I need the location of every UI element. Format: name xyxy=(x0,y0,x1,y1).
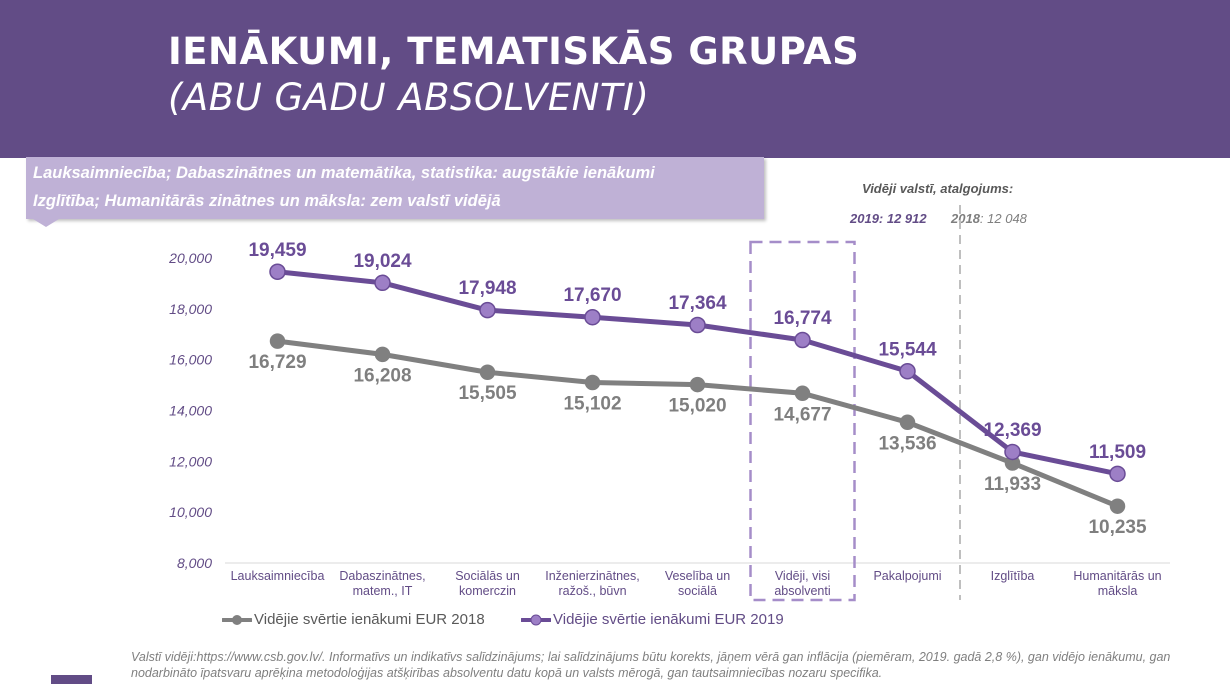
data-label-2018: 16,729 xyxy=(248,352,307,374)
data-label-2018: 11,933 xyxy=(983,474,1042,496)
x-category-label: Vidēji, visi xyxy=(774,569,831,583)
data-label-2018: 14,677 xyxy=(773,404,832,426)
x-category-label: absolventi xyxy=(774,584,831,598)
y-tick-label: 12,000 xyxy=(169,453,212,470)
legend-label-2019: Vidējie svērtie ienākumi EUR 2019 xyxy=(553,611,784,628)
x-category-label: Lauksaimniecība xyxy=(230,569,325,583)
x-category-label: Dabaszinātnes, xyxy=(339,569,426,583)
data-point-2019 xyxy=(690,317,705,332)
x-category-label: Inženierzinātnes, xyxy=(545,569,640,583)
legend-label-2018: Vidējie svērtie ienākumi EUR 2018 xyxy=(254,611,485,628)
data-label-2019: 19,024 xyxy=(353,250,412,272)
y-tick-label: 8,000 xyxy=(176,555,212,571)
callout-line-highest: Lauksaimniecība; Dabaszinātnes un matemātika, statistika: augstākie ienākumi xyxy=(33,164,655,182)
data-point-2018 xyxy=(481,365,495,379)
data-point-2018 xyxy=(376,347,390,361)
data-point-2019 xyxy=(270,264,285,279)
x-category-label: komerczin xyxy=(459,584,516,598)
legend-entry-2019 xyxy=(521,611,784,628)
data-point-2018 xyxy=(796,386,810,400)
data-label-2018: 15,102 xyxy=(563,393,622,415)
x-category-label: matem., IT xyxy=(352,584,413,598)
data-point-2019 xyxy=(1005,444,1020,459)
data-point-2019 xyxy=(375,275,390,290)
page-title: IENĀKUMI, TEMATISKĀS GRUPAS xyxy=(168,30,860,73)
data-point-2018 xyxy=(1111,499,1125,513)
x-category-label: Pakalpojumi xyxy=(873,569,942,583)
data-point-2019 xyxy=(585,310,600,325)
x-category-label: māksla xyxy=(1097,584,1138,598)
x-category-label: sociālā xyxy=(678,584,717,598)
data-label-2019: 16,774 xyxy=(773,307,832,329)
y-tick-label: 16,000 xyxy=(169,351,212,368)
page-subtitle: (ABU GADU ABSOLVENTI) xyxy=(168,76,650,119)
data-label-2019: 19,459 xyxy=(248,239,307,261)
x-category-label: Humanitārās un xyxy=(1073,569,1162,583)
country-average-2018-value: : 12 048 xyxy=(979,211,1027,226)
data-label-2019: 11,509 xyxy=(1088,441,1147,463)
data-label-2019: 15,544 xyxy=(878,339,937,361)
country-average-2018-year: 2018 xyxy=(951,211,980,226)
data-label-2019: 17,364 xyxy=(668,292,727,314)
footer-accent-bar xyxy=(51,675,92,684)
callout-line-below-average: Izglītība; Humanitārās zinātnes un māksla: zem valstī vidējā xyxy=(33,192,501,210)
data-label-2019: 17,670 xyxy=(563,285,622,307)
data-label-2018: 13,536 xyxy=(878,433,937,455)
data-label-2018: 16,208 xyxy=(353,365,412,387)
legend-marker-2018 xyxy=(222,614,252,626)
data-label-2018: 15,505 xyxy=(458,383,517,405)
data-label-2018: 10,235 xyxy=(1088,517,1147,539)
country-average-label: Vidēji valstī, atalgojums: xyxy=(862,181,1014,196)
data-point-2019 xyxy=(795,332,810,347)
y-tick-label: 18,000 xyxy=(169,300,212,317)
source-footnote: Valstī vidēji:https://www.csb.gov.lv/. Informatīvs un indikatīvs salīdzinājums; lai salīdzinājums būtu korekts, jāņem vērā gan inflācija (piemēram, 2019. gadā 2,8 %), gan vidējo ienākumu, gan nodarbināto īpatsvaru aprēķina metodoloģijas atšķirības absolventu datu kopā un valsts mērogā, gan tautsaimniecības nozaru specifika. xyxy=(131,650,1171,680)
legend-marker-2019 xyxy=(521,614,551,626)
x-category-label: Izglītība xyxy=(990,569,1035,583)
data-label-2019: 12,369 xyxy=(983,419,1042,441)
data-point-2018 xyxy=(901,415,915,429)
country-average-2019: 2019: 12 912 xyxy=(850,211,927,226)
x-category-label: Sociālās un xyxy=(455,569,520,583)
x-category-label: Veselība un xyxy=(664,569,731,583)
data-point-2019 xyxy=(480,303,495,318)
data-point-2019 xyxy=(900,364,915,379)
y-tick-label: 20,000 xyxy=(169,250,212,266)
legend-entry-2018 xyxy=(222,611,485,628)
data-point-2018 xyxy=(691,378,705,392)
data-point-2018 xyxy=(586,375,600,389)
x-category-label: ražoš., būvn xyxy=(558,584,627,598)
data-point-2019 xyxy=(1110,466,1125,481)
data-label-2019: 17,948 xyxy=(458,278,517,300)
y-tick-label: 10,000 xyxy=(169,504,212,521)
data-point-2018 xyxy=(271,334,285,348)
y-tick-label: 14,000 xyxy=(169,402,212,419)
data-label-2018: 15,020 xyxy=(668,395,727,417)
